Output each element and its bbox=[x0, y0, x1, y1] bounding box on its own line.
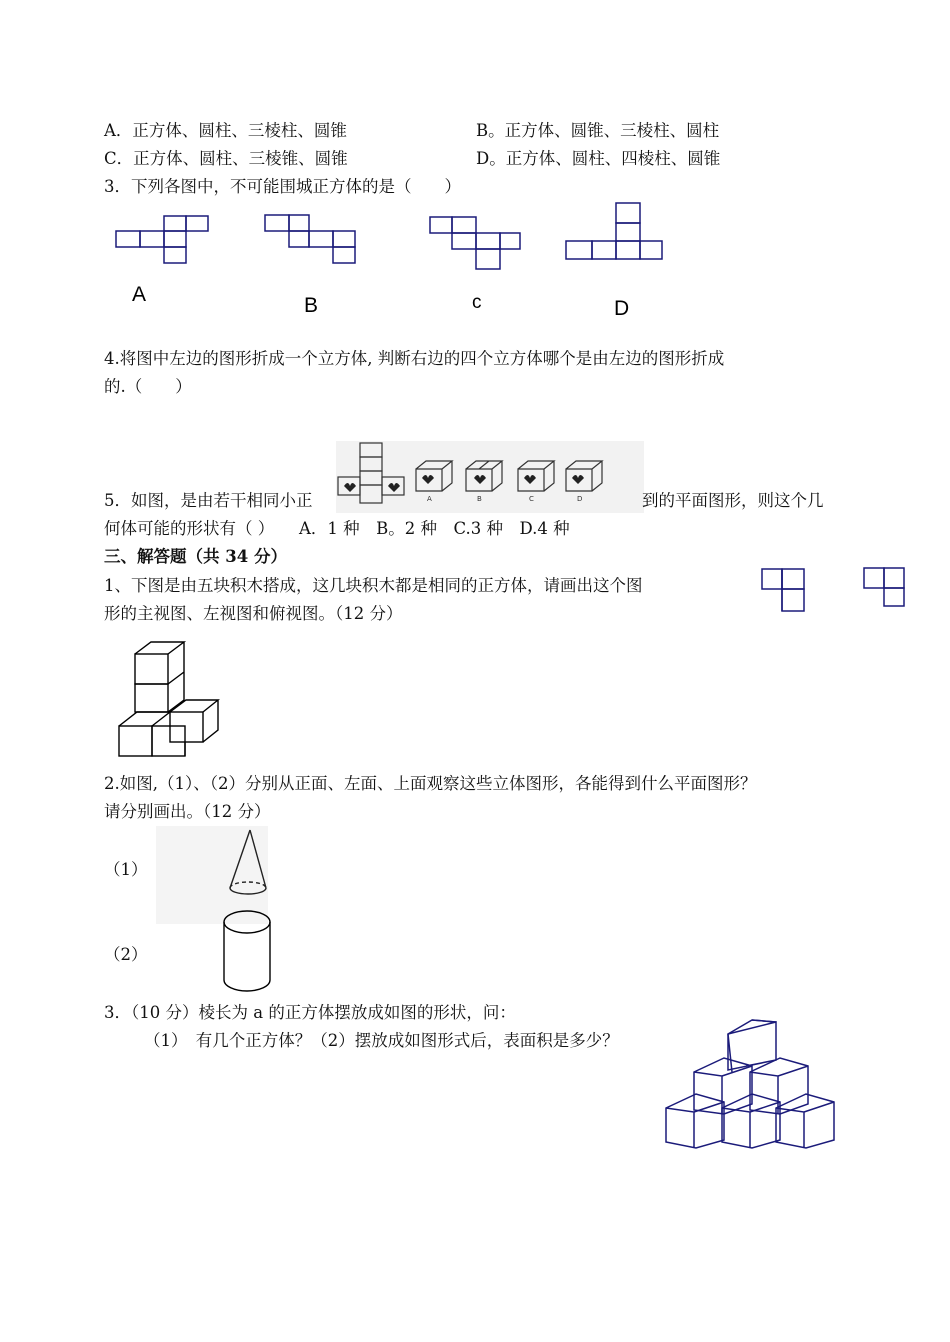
solve-q2-item1: （1） bbox=[104, 860, 148, 879]
option-a: A．正方体、圆柱、三棱柱、圆锥 bbox=[104, 121, 347, 140]
solve-q2-line1: 2.如图,（1）、（2）分别从正面、左面、上面观察这些立体图形，各能得到什么平面图形？ bbox=[104, 774, 757, 793]
section-3-heading: 三、解答题（共 34 分） bbox=[104, 547, 287, 566]
solve-q3-line1: 3．（10 分）棱长为 a 的正方体摆放成如图的形状，问： bbox=[104, 1003, 516, 1022]
stacked-blocks-figure bbox=[116, 640, 220, 758]
solve-q2-line2: 请分别画出。（12 分） bbox=[104, 802, 271, 821]
question-4-line2: 的.（ ） bbox=[104, 377, 192, 396]
question-3-text: 3．下列各图中，不可能围城正方体的是（ ） bbox=[104, 177, 461, 196]
cube-label-d: D bbox=[577, 495, 583, 503]
net-label-b: B bbox=[304, 294, 319, 317]
question-5-line2: 何体可能的形状有（ ） A．1 种 B。2 种 C.3 种 D.4 种 bbox=[104, 519, 570, 538]
net-label-c: c bbox=[472, 292, 482, 313]
option-b: B。正方体、圆锥、三棱柱、圆柱 bbox=[476, 121, 720, 140]
solve-q2-item2: （2） bbox=[104, 945, 148, 964]
solve-q3-line2: （1） 有几个正方体？（2）摆放成如图形式后，表面积是多少？ bbox=[144, 1031, 619, 1050]
solve-q1-line2: 形的主视图、左视图和俯视图。（12 分） bbox=[104, 604, 403, 623]
option-d: D。正方体、圆柱、四棱柱、圆锥 bbox=[476, 149, 721, 168]
cube-label-a: A bbox=[427, 495, 432, 503]
option-c: C．正方体、圆柱、三棱锥、圆锥 bbox=[104, 149, 348, 168]
cube-net-b bbox=[263, 214, 358, 266]
cube-pyramid-figure bbox=[664, 1010, 836, 1148]
cube-label-b: B bbox=[477, 495, 482, 503]
net-label-d: D bbox=[614, 297, 630, 320]
cube-label-c: C bbox=[529, 495, 534, 503]
question-4-line1: 4.将图中左边的图形折成一个立方体, 判断右边的四个立方体哪个是由左边的图形折成 bbox=[104, 349, 725, 368]
top-view-figure-2 bbox=[862, 566, 908, 610]
top-view-figure-1 bbox=[760, 568, 808, 614]
cube-net-d bbox=[564, 202, 666, 262]
question-5-line1-right: 到的平面图形，则这个几 bbox=[642, 491, 824, 510]
cylinder-figure bbox=[222, 908, 274, 992]
cube-net-c bbox=[429, 215, 524, 273]
question-5-line1-left: 5．如图，是由若干相同小正 bbox=[104, 491, 313, 510]
cube-net-a bbox=[116, 215, 211, 265]
net-label-a: A bbox=[132, 283, 147, 306]
folding-cube-picture bbox=[336, 441, 644, 513]
solve-q1-line1: 1、下图是由五块积木搭成，这几块积木都是相同的正方体，请画出这个图 bbox=[104, 576, 643, 595]
